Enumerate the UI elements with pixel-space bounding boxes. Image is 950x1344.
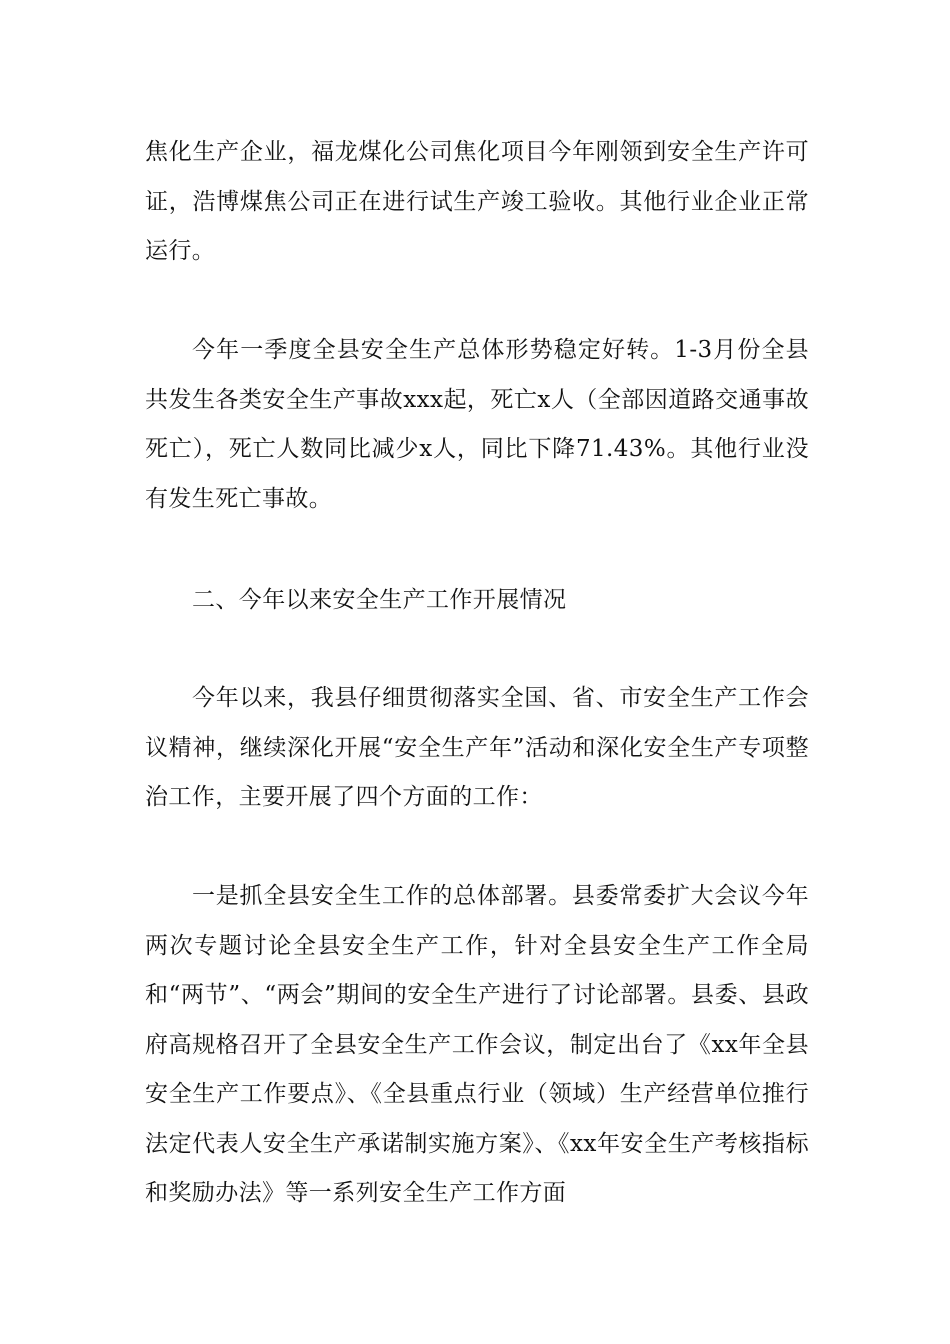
paragraph-continuation: 焦化生产企业，福龙煤化公司焦化项目今年刚领到安全生产许可证，浩博煤焦公司正在进行试生产竣工验收。其他行业企业正常运行。 xyxy=(145,139,809,264)
paragraph-work-overview: 今年以来，我县仔细贯彻落实全国、省、市安全生产工作会议精神，继续深化开展“安全生产年”活动和深化安全生产专项整治工作，主要开展了四个方面的工作： xyxy=(145,685,809,810)
section-heading: 二、今年以来安全生产工作开展情况 xyxy=(192,587,567,613)
paragraph-q1-situation: 今年一季度全县安全生产总体形势稳定好转。1-3月份全县共发生各类安全生产事故xxx起，死亡x人（全部因道路交通事故死亡），死亡人数同比减少x人，同比下降71.43%。其他行业没有发生死亡事故。 xyxy=(145,337,809,512)
paragraph-overall-deployment: 一是抓全县安全生工作的总体部署。县委常委扩大会议今年两次专题讨论全县安全生产工作，针对全县安全生产工作全局和“两节”、“两会”期间的安全生产进行了讨论部署。县委、县政府高规格召开了全县安全生产工作会议，制定出台了《xx年全县安全生产工作要点》、《全县重点行业（领域）生产经营单位推行法定代表人安全生产承诺制实施方案》、《xx年安全生产考核指标和奖励办法》等一系列安全生产工作方面 xyxy=(145,883,809,1206)
